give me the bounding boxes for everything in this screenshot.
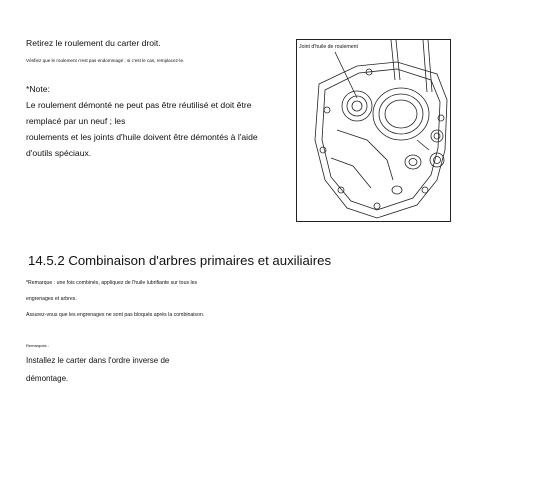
figure-callout: Joint d'huile de roulement xyxy=(299,44,358,50)
step-check-text: Vérifiez que le roulement n'est pas endommagé ; si c'est le cas, remplacez-le. xyxy=(26,58,185,63)
remark-line-3: Assurez-vous que les engrenages ne sont pas bloqués après la combinaison. xyxy=(26,312,205,318)
install-line-1: Installez le carter dans l'ordre inverse de xyxy=(26,356,170,365)
install-line-2: démontage. xyxy=(26,374,69,383)
note-line-1: Le roulement démonté ne peut pas être réutilisé et doit être xyxy=(26,100,252,110)
remark-line-2: engrenages et arbres. xyxy=(26,296,77,302)
crankcase-figure xyxy=(296,39,451,222)
step-title: Retirez le roulement du carter droit. xyxy=(26,38,161,48)
crankcase-drawing xyxy=(297,40,451,222)
section-heading: 14.5.2 Combinaison d'arbres primaires et auxiliaires xyxy=(28,253,332,268)
note-line-3: roulements et les joints d'huile doivent être démontés à l'aide xyxy=(26,132,258,142)
note-line-4: d'outils spéciaux. xyxy=(26,148,92,158)
note-line-2: remplacé par un neuf ; les xyxy=(26,116,126,126)
note-label: *Note: xyxy=(26,84,50,94)
remark-line-1: *Remarque : une fois combinés, appliquez de l'huile lubrifiante sur tous les xyxy=(26,280,198,286)
remarks-label: Remarques : xyxy=(26,343,49,348)
